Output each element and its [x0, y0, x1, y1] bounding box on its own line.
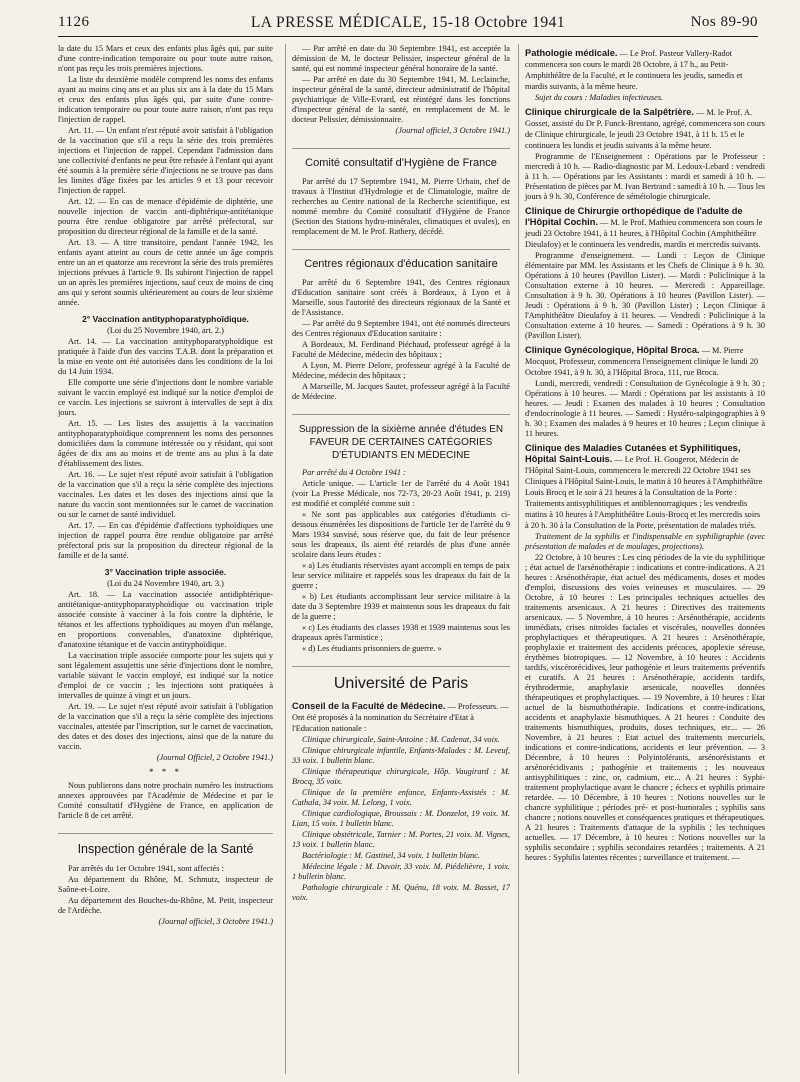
heading-broca-text: — M. Pierre Mocquot, Professeur, commencera l'enseignement clinique le lundi 20 Octobre 1941, à 9 h. 30, à l'Hôpital Broca, 111, rue Broca. — [525, 346, 759, 377]
section-title-centres: Centres régionaux d'éducation sanitaire — [292, 249, 510, 270]
paragraph: Par arrêté du 17 Septembre 1941, M. Pierre Urbain, chef de travaux à l'Institut d'Hydrologie et de Climatologie, maître de recherches au Centre national de la Recherche scientifique, est nommé membre du Comité consultatif d'Hygiène de France (Section des Stations hydro-minérales, climatiques et uvales), en remplacement de M. le Prof. Rathery, décédé. — [292, 177, 510, 236]
paragraph: Par arrêté du 6 Septembre 1941, des Centres régionaux d'Education sanitaire sont créés à Bordeaux, à Lyon et à Marseille, sous l'autorité des directeurs régionaux de la Santé et de l'Assistance. — [292, 278, 510, 317]
heading-cochin — [525, 206, 765, 250]
paragraph: La liste du deuxième modèle comprend les noms des enfants ayant au moins cinq ans et au plus six ans à la date du 15 Mars et ceux des enfants plus âgés qui, par suite d'une contre-indication temporaire ou pour toute autre raison, n'ont pas reçu l'injection de rappel. — [58, 75, 273, 124]
heading-saint-louis-text: — Le Prof. H. Gougerot, Médecin de l'Hôpital Saint-Louis, commencera le mercredi 22 Octobre 1941 ses Cliniques à l'Hôpital Saint-Louis, le matin à 10 heures à l'Amphithéâtre Louis Brocq et le soir à 21 heures à la Consultation de la Porte : Traitements antisyphilitiques et antiblennorragiques ; les vendredis matins à 10 heures à l'Amphithéâtre Louis-Brocq et les mercredis soirs à 20 h. 30 à la Consultation de la Porte, présentation de malades triés. — [525, 455, 763, 530]
paragraph: Traitement de la syphilis et l'indispensable en syphiligraphie (avec présentation de malades et de moulages, projections). — [525, 532, 765, 551]
column-2 — [285, 44, 510, 1074]
paragraph: « c) Les étudiants des classes 1938 et 1939 maintenus sous les drapeaux après l'armistice ; — [292, 623, 510, 642]
section-title-suppression: Suppression de la sixième année d'études EN FAVEUR DE CERTAINES CATÉGORIES D'ÉTUDIANTS EN MÉDECINE — [292, 414, 510, 462]
paragraph: Lundi, mercredi, vendredi : Consultation de Gynécologie à 9 h. 30 ; Opérations à 10 heures. — Mardi : Opérations par les assistants à 10 heures. — Jeudi : Examen des malades à 10 heures ; Consultation d'endocrinologie à 11 heures. — Samedi : Hystéro-salpingographies à 9 h. 30 ; Examen des malades à 9 heures et 10 heures ; Leçon clinique à 11 heures. — [525, 379, 765, 438]
paragraph: A Bordeaux, M. Ferdinand Piéchaud, professeur agrégé à la Faculté de Médecine, médecin des hôpitaux ; — [292, 340, 510, 359]
paragraph: — Par arrêté en date du 30 Septembre 1941, M. Leclainche, inspecteur général de la santé, directeur administratif de l'hôpital psychiatrique de Ville-Evrard, est réintégré dans les fonctions d'inspecteur général de la santé, en remplacement de M. le docteur Pelissier, démissionnaire. — [292, 75, 510, 124]
paragraph: la date du 15 Mars et ceux des enfants plus âgés qui, par suite d'une contre-indication temporaire ou pour toute autre raison, n'ont pas reçu les trois premières injections. — [58, 44, 273, 73]
nomination-entry: Médecine légale : M. Duvoir, 33 voix. M. Piédelièvre, 1 voix. 1 bulletin blanc. — [292, 862, 510, 881]
paragraph: « d) Les étudiants prisonniers de guerre. » — [302, 644, 442, 653]
nomination-entry: Bactériologie : M. Gastinel, 34 voix. 1 bulletin blanc. — [302, 851, 480, 860]
paragraph: Par arrêtés du 1er Octobre 1941, sont affectés : — [68, 864, 224, 873]
nomination-entry: Clinique thérapeutique chirurgicale, Hôp. Vaugirard : M. Brocq, 35 voix. — [292, 767, 510, 786]
issue-number: Nos 89-90 — [690, 14, 758, 30]
paragraph: Au département du Rhône, M. Schmutz, inspecteur de Saône-et-Loire. — [58, 875, 273, 894]
column-1 — [58, 44, 273, 1074]
article-15: Art. 15. — Les listes des assujettis à la vaccination antityphoparatyphoïdique comprennent les noms des personnes domiciliées dans la commune intéressée ou y résidant, qui sont âgées de dix ans au moins et de trente ans au plus à la date d'établissement des listes. — [58, 419, 273, 468]
article-13: Art. 13. — A titre transitoire, pendant l'année 1942, les enfants ayant atteint au cours de cette année un âge compris entre un an et quatorze ans recevront la série des trois premières injections prévues à l'article 9. Ils subiront l'injection de rappel un an après les premières injections, sauf ceux de moins de cinq ans qui y seront soumis ultérieurement au cours de leur sixième année. — [58, 238, 273, 307]
paragraph: — Par arrêté en date du 30 Septembre 1941, est acceptée la démission de M. le docteur Pelissier, inspecteur général de la santé, qui est nommé inspecteur général honoraire de la santé. — [292, 44, 510, 73]
heading-saint-louis-title: Clinique des Maladies Cutanées et Syphilitiques, Hôpital Saint-Louis. — [525, 443, 741, 464]
article-16: Art. 16. — Le sujet n'est réputé avoir satisfait à l'obligation de la vaccination que s'il a reçu la série complète des injections vaccinales. Les dates et les doses des injections ainsi que la nature du vaccin sont mentionnées sur le carnet de vaccination ou sur le carnet de santé individuel. — [58, 470, 273, 519]
section-title-inspection: Inspection générale de la Santé — [58, 833, 273, 856]
heading-salpetriere-title: Clinique chirurgicale de la Salpêtrière. — [525, 107, 694, 117]
subheading-vaccination-triple: 3° Vaccination triple associée. — [104, 567, 227, 577]
nomination-entry: Clinique obstétricale, Tarnier : M. Portes, 21 voix. M. Vignes, 13 voix. 1 bulletin blanc. — [292, 830, 510, 849]
paragraph: Par arrêté du 4 Octobre 1941 : — [302, 468, 406, 477]
section-title-comite: Comité consultatif d'Hygiène de France — [292, 148, 510, 169]
heading-broca-title: Clinique Gynécologique, Hôpital Broca. — [525, 345, 700, 355]
heading-saint-louis — [525, 443, 765, 531]
paragraph: Au département des Bouches-du-Rhône, M. Petit, inspecteur de l'Ardèche. — [58, 896, 273, 915]
paragraph: 22 Octobre, à 10 heures : Les cinq périodes de la vie du syphilitique ; état actuel de l'arsénothérapie : indications et contre-indications. A 21 heures : Arsénothérapie, état actuel des médicaments, doses et modes d'emploi, discussions des voies veineuses et musculaires. — 29 Octobre, à 10 heures : Les principales techniques actuelles des traitements arsenicaux. A 21 heures : Directives des traitements arsenicaux. — 5 Novembre, à 10 heures : Arsénothérapie, accidents immédiats, crises nitroïdes faciales et viscérales, nouvelles données prophylactiques et thérapeutiques. A 21 heures : Arsénothérapie, prophylaxie et traitement des accidents précoces, apoplexie séreuse, érythèmes biotropiques. — 12 Novembre, à 10 heures : Accidents tardifs, viscérorécidives, leur pathogénie et leurs traitements préventifs et curatifs. A 21 heures : Arsénothérapie, accidents tardifs, érythrodermie, anaphylaxie arsenicale, nouvelles données thérapeutiques et prophylactiques. — 19 Novembre, à 10 heures : Etat actuel de la bismuthothérapie. Indications et contre-indications, accidents et anaphylaxie bismuthiques. A 21 heures : Conduite des traitements bismuthiques, produits, doses techniques, etc... — 26 Novembre, à 21 heures : Etat actuel des traitements mercuriels, indications et contre-indications, accidents et leur prévention. — 3 Décembre, à 10 heures : Polyintolérants, arsénorésistants et arsénorécidivants ; pathogénie et traitements ; les nouveaux antisyphilitiques : zinc, or, cadmium, etc... A 21 heures : Syphi-traitement prophylactique avant le chancre ; échecs et syphilis primaire retardée. — 10 Décembre, à 10 heures : Notions nouvelles sur le chancre syphilitique ; périodes pré- et post-humorales ; syphilis sans chancre ; notions nouvelles et conséquences pratiques et thérapeutiques. A 21 heures : Traitements d'attaque de la syphilis ; les techniques actuelles. — 17 Décembre, à 10 heures : Notions nouvelles sur la syphilis secondaire ; syphilis secondaires retardées ; traitements. A 21 heures : Syphilis latentes récentes ; surveillance et traitement. — — [525, 553, 765, 862]
nomination-entry: Clinique cardiologique, Broussais : M. Donzelot, 19 voix. M. Lian, 15 voix. 1 bulletin blanc. — [292, 809, 510, 828]
heading-pathologie-title: Pathologie médicale. — [525, 48, 618, 58]
paragraph: Programme d'enseignement. — Lundi : Leçon de Clinique élémentaire par MM. les Assistants et les Chefs de Clinique à 9 h. 30. Opérations à 10 heures (Pavillon Lister). — Mardi : Policlinique à la Consultation externe à 10 heures. — Mercredi : Appareillage. Consultation à 9 h. 30. Opérations à 10 heures (Pavillon Lister). — Jeudi : Opérations à 9 h. 30 (Pavillon Lister) ; Leçon Clinique à l'Amphithéâtre Dieulafoy à 11 heures. — Vendredi : Policlinique à la Consultation externe à 10 heures. — Samedi : Opérations à 9 h. 30 (Pavillon Lister). — [525, 251, 765, 340]
nomination-entry: Clinique de la première enfance, Enfants-Assistés : M. Cathala, 34 voix. M. Lelong, 1 voix. — [292, 788, 510, 807]
heading-broca — [525, 345, 765, 378]
paragraph: Sujet du cours : Maladies infectieuses. — [535, 93, 664, 102]
journal-title: LA PRESSE MÉDICALE, 15-18 Octobre 1941 — [250, 14, 566, 31]
paragraph: « a) Les étudiants réservistes ayant accompli en temps de paix leur service militaire et rappelés sous les drapeaux du fait de la guerre ; — [292, 561, 510, 590]
nomination-entry: Clinique chirurgicale infantile, Enfants-Malades : M. Leveuf, 33 voix. 1 bulletin blanc. — [292, 746, 510, 765]
journal-officiel-citation: (Journal officiel, 3 Octobre 1941.) — [158, 917, 273, 926]
heading-cochin-text: — M. le Prof. Mathieu commencera son cours le jeudi 23 Octobre 1941, à 11 heures, à l'Hôpital Cochin (Amphithéâtre Dieulafoy) et le continuera les vendredis, mardis et mercredis suivants. — [525, 218, 763, 249]
paragraph: La vaccination triple associée comporte pour les sujets qui y sont légalement assujettis une série d'injections dont le nombre, variable suivant le vaccin employé, est indiqué sur la notice d'emploi de ce vaccin ; les injections sont pratiquées à intervalles de quinze à vingt et un jours. — [58, 651, 273, 700]
separator-stars: * * * — [149, 767, 182, 777]
subheading-conseil — [292, 701, 510, 734]
paragraph: — Par arrêté du 9 Septembre 1941, ont été nommés directeurs des Centres régionaux d'Education sanitaire : — [292, 319, 510, 338]
subheading-conseil-title: Conseil de la Faculté de Médecine. — [292, 701, 446, 711]
heading-pathologie — [525, 48, 765, 92]
journal-officiel-citation: (Journal Officiel, 2 Octobre 1941.) — [156, 753, 273, 762]
paragraph: « Ne sont pas applicables aux catégories d'étudiants ci-dessous énumérées les dispositions de l'article 1er de l'arrêté du 9 Mars 1934 susvisé, sous réserve que, du fait de leur présence sous les drapeaux, ils aient été retardés de plus d'une année scolaire dans leurs études : — [292, 510, 510, 559]
article-17: Art. 17. — En cas d'épidémie d'affections typhoïdiques une injection de rappel pourra être rendue obligatoire par arrêté préfectoral pris sur la proposition du directeur régional de la famille et de la santé. — [58, 521, 273, 560]
paragraph: Article unique. — L'article 1er de l'arrêté du 4 Août 1941 (voir La Presse Médicale, nos 72-73, 20-23 Août 1941, p. 219) est modifié et complété comme suit : — [292, 479, 510, 508]
heading-salpetriere — [525, 107, 765, 151]
paragraph: Programme de l'Enseignement : Opérations par le Professeur : mercredi à 10 h. — Radio-diagnostic par M. Ledoux-Lebard : vendredi à 11 h. — Opérations par les Assistants : mardi et samedi à 10 h. — Présentation de pièces par M. Ivan Bertrand : samedi à 10 h. — Tous les jours à 9 h. 30, Conférence de séméiologie chirurgicale. — [525, 152, 765, 201]
journal-officiel-citation: (Journal officiel, 3 Octobre 1941.) — [395, 126, 510, 135]
heading-pathologie-text: — Le Prof. Pasteur Vallery-Radot commencera son cours le mardi 28 Octobre, à 17 h., au Petit-Amphithéâtre de la Faculté, et le continuera les jeudis, samedis et mardis suivants, à la même heure. — [525, 49, 743, 91]
subheading-vaccination-typho: 2° Vaccination antityphoparatyphoïdique. — [82, 314, 249, 324]
article-14: Art. 14. — La vaccination antityphoparatyphoïdique est pratiquée à l'aide d'un des vaccins T.A.B. dont la préparation et la mise en vente ont été autorisées dans les conditions de la loi du 14 Juin 1934. — [58, 337, 273, 376]
article-11: Art. 11. — Un enfant n'est réputé avoir satisfait à l'obligation de la vaccination que s'il a reçu la série des trois premières injections et l'injection de rappel. Cependant l'admission dans une collectivité d'enfants ne peut être refusée à l'enfant qui ayant été soumis à la première série d'injections ne se trouve pas dans les limites d'âge fixées par les articles 9 et 13 pour recevoir l'injection de rappel. — [58, 126, 273, 195]
page-number: 1126 — [58, 14, 90, 30]
nomination-entry: Pathologie chirurgicale : M. Quénu, 18 voix. M. Basset, 17 voix. — [292, 883, 510, 902]
paragraph: A Marseille, M. Jacques Sautet, professeur agrégé à la Faculté de Médecine. — [292, 382, 510, 401]
article-12: Art. 12. — En cas de menace d'épidémie de diphtérie, une nouvelle injection de vaccin anti-diphtérique-antitétanique pourra être rendue obligatoire par arrêté préfectoral, sur proposition du directeur régional de la famille et de la santé. — [58, 197, 273, 236]
masthead — [58, 10, 758, 37]
paragraph: Elle comporte une série d'injections dont le nombre variable suivant le vaccin employé est indiqué sur la notice d'emploi de ce vaccin. Les injections se suivront à intervalles de sept à dix jours. — [58, 378, 273, 417]
article-19: Art. 19. — Le sujet n'est réputé avoir satisfait à l'obligation de la vaccination que s'il a reçu la série complète des injections vaccinales, attestée par l'inscription, sur le carnet de vaccination, des dates et des doses des injections, ainsi que de la nature du vaccin. — [58, 702, 273, 751]
law-reference: (Loi du 24 Novembre 1940, art. 3.) — [107, 579, 224, 588]
law-reference: (Loi du 25 Novembre 1940, art. 2.) — [107, 326, 224, 335]
column-3 — [518, 44, 765, 1074]
heading-salpetriere-text: — M. le Prof. A. Gosset, assisté du Dr P. Funck-Brentano, agrégé, commencera son cours de Clinique chirurgicale, le jeudi 23 Octobre 1941, à 11 h. 15 et le continuera les lundis et jeudis suivants à la même heure. — [525, 108, 765, 150]
section-title-universite: Université de Paris — [292, 666, 510, 693]
heading-cochin-title: Clinique de Chirurgie orthopédique de l'adulte de l'Hôpital Cochin. — [525, 206, 743, 227]
nomination-entry: Clinique chirurgicale, Saint-Antoine : M. Cadenat, 34 voix. — [302, 735, 500, 744]
subheading-conseil-text: — Professeurs. — Ont été proposés à la nomination du Secrétaire d'Etat à l'Education nationale : — [292, 702, 509, 733]
paragraph: « b) Les étudiants accomplissant leur service militaire à la date du 3 Septembre 1939 et maintenus sous les drapeaux du fait de la guerre ; — [292, 592, 510, 621]
article-18: Art. 18. — La vaccination associée antidiphtérique-antitétanique-antityphoparatyphoïdique ou vaccination triple associée consiste à vacciner à la fois contre la diphtérie, le tétanos et les affections typhoïdiques au moyen d'un mélange, en proportions convenables, d'anatoxine diphtérique, d'anatoxine tétanique et de vaccin antityphoïdique. — [58, 590, 273, 649]
editorial-note: Nous publierons dans notre prochain numéro les instructions annexes approuvées par l'Académie de Médecine et par le Comité consultatif d'Hygiène de France, en application de l'article 8 de cet arrêté. — [58, 781, 273, 820]
paragraph: A Lyon, M. Pierre Delore, professeur agrégé à la Faculté de Médecine, médecin des hôpitaux ; — [292, 361, 510, 380]
